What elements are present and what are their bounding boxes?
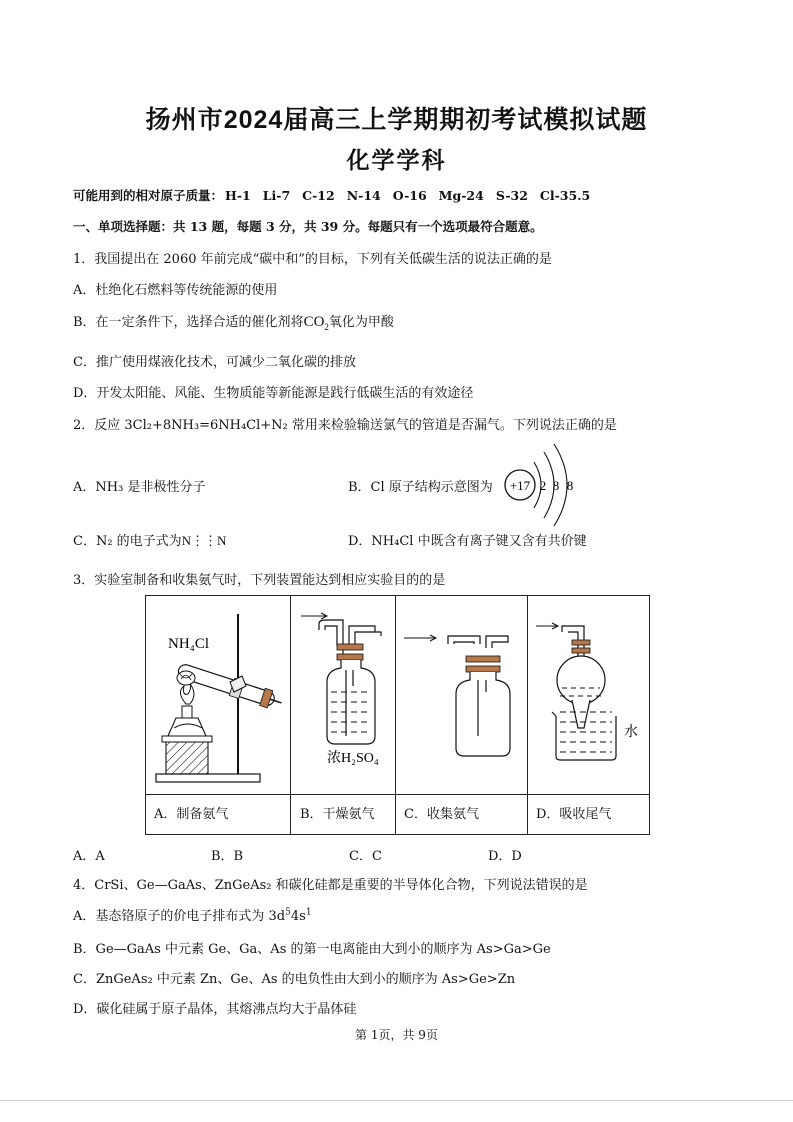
q2-option-a: A．NH₃ 是非极性分子 — [73, 480, 206, 495]
mass-item: S-32 — [495, 188, 528, 203]
q4-option-d: D．碳化硅属于原子晶体，其熔沸点均大于晶体硅 — [73, 1002, 357, 1017]
h2so4-label: 浓H₂SO₄ — [327, 751, 379, 766]
mass-item: Mg-24 — [438, 188, 484, 203]
page-subtitle: 化学学科 — [346, 147, 447, 174]
q3-option-b: B．B — [211, 849, 244, 864]
q4-option-b: B．Ge—GaAs 中元素 Ge、Ga、As 的第一电离能由大到小的顺序为 As>Ga>Ge — [73, 942, 551, 957]
mass-item: N-14 — [346, 188, 381, 203]
shell-electrons-1: 2 — [539, 478, 547, 493]
q2-option-c — [73, 530, 226, 549]
water-label: 水 — [624, 725, 638, 740]
q1-stem: 1．我国提出在 2060 年前完成“碳中和”的目标，下列有关低碳生活的说法正确的是 — [73, 252, 552, 267]
q1-option-b — [73, 311, 394, 332]
atomic-masses — [73, 186, 602, 204]
mass-item: Cl-35.5 — [539, 188, 591, 203]
q2-option-d: D．NH₄Cl 中既含有离子键又含有共价键 — [348, 534, 587, 549]
mass-item: Li-7 — [262, 188, 291, 203]
page-bottom-divider — [0, 1100, 793, 1101]
q4-option-c: C．ZnGeAs₂ 中元素 Zn、Ge、As 的电负性由大到小的顺序为 As>Ge>Zn — [73, 972, 516, 987]
q4-option-a: A．基态铬原子的价电子排布式为 $3d^54s^1$ — [73, 907, 312, 924]
caption-b: B．干燥氨气 — [300, 807, 375, 822]
q3-option-d: D．D — [488, 849, 522, 864]
nucleus-charge: +17 — [509, 478, 531, 493]
caption-a: A．制备氨气 — [154, 807, 229, 822]
cl-atom-structure-diagram — [498, 440, 588, 530]
q3-option-a: A．A — [73, 849, 105, 864]
q3-option-c: C．C — [349, 849, 382, 864]
q1-option-d: D．开发太阳能、风能、生物质能等新能源是践行低碳生活的有效途径 — [73, 386, 474, 401]
q2-stem: 2．反应 3Cl₂+8NH₃=6NH₄Cl+N₂ 常用来检验输送氯气的管道是否漏气。下列说法正确的是 — [73, 418, 617, 433]
shell-electrons-3: 8 — [566, 478, 574, 493]
page-footer: 第 1页，共 9页 — [355, 1028, 438, 1042]
q3-stem: 3．实验室制备和收集氨气时，下列装置能达到相应实验目的的是 — [73, 573, 446, 588]
apparatus-c-collecting — [396, 596, 527, 794]
page-title — [0, 100, 793, 136]
q2-option-c-text: C．N₂ 的电子式为 — [73, 534, 182, 549]
caption-c: C．收集氨气 — [404, 807, 479, 822]
q2-option-b: B．Cl 原子结构示意图为 — [348, 480, 493, 495]
mass-item: O-16 — [392, 188, 427, 203]
q1-option-b-text-end: 氧化为甲酸 — [328, 315, 394, 330]
title-suffix: 届高三上学期期初考试模拟试题 — [283, 105, 648, 134]
mass-item: C-12 — [302, 188, 335, 203]
apparatus-d-absorbing — [528, 596, 649, 794]
section-header: 一、单项选择题：共 13 题，每题 3 分，共 39 分。每题只有一个选项最符合题意。 — [73, 219, 543, 234]
title-year: 2024 — [223, 106, 284, 134]
n2-electron-formula: N⋮⋮N — [181, 533, 227, 548]
title-prefix: 扬州市 — [145, 105, 224, 134]
nh4cl-label: NH₄Cl — [168, 636, 210, 652]
q1-option-c: C．推广使用煤液化技术，可减少二氧化碳的排放 — [73, 355, 356, 370]
atomic-masses-label: 可能用到的相对原子质量： — [73, 188, 224, 203]
q1-option-b-text: B．在一定条件下，选择合适的催化剂将 — [73, 315, 304, 330]
apparatus-a-heating — [146, 596, 290, 794]
caption-d: D．吸收尾气 — [536, 807, 612, 822]
mass-item: H-1 — [225, 188, 251, 203]
co2-formula: $CO_2$ — [303, 314, 329, 332]
apparatus-b-drying — [291, 596, 395, 794]
apparatus-figure — [145, 595, 650, 835]
q1-option-a: A．杜绝化石燃料等传统能源的使用 — [73, 283, 278, 298]
q4-stem: 4．CrSi、Ge—GaAs、ZnGeAs₂ 和碳化硅都是重要的半导体化合物，下列说法错误的是 — [73, 878, 588, 893]
shell-electrons-2: 8 — [552, 478, 560, 493]
